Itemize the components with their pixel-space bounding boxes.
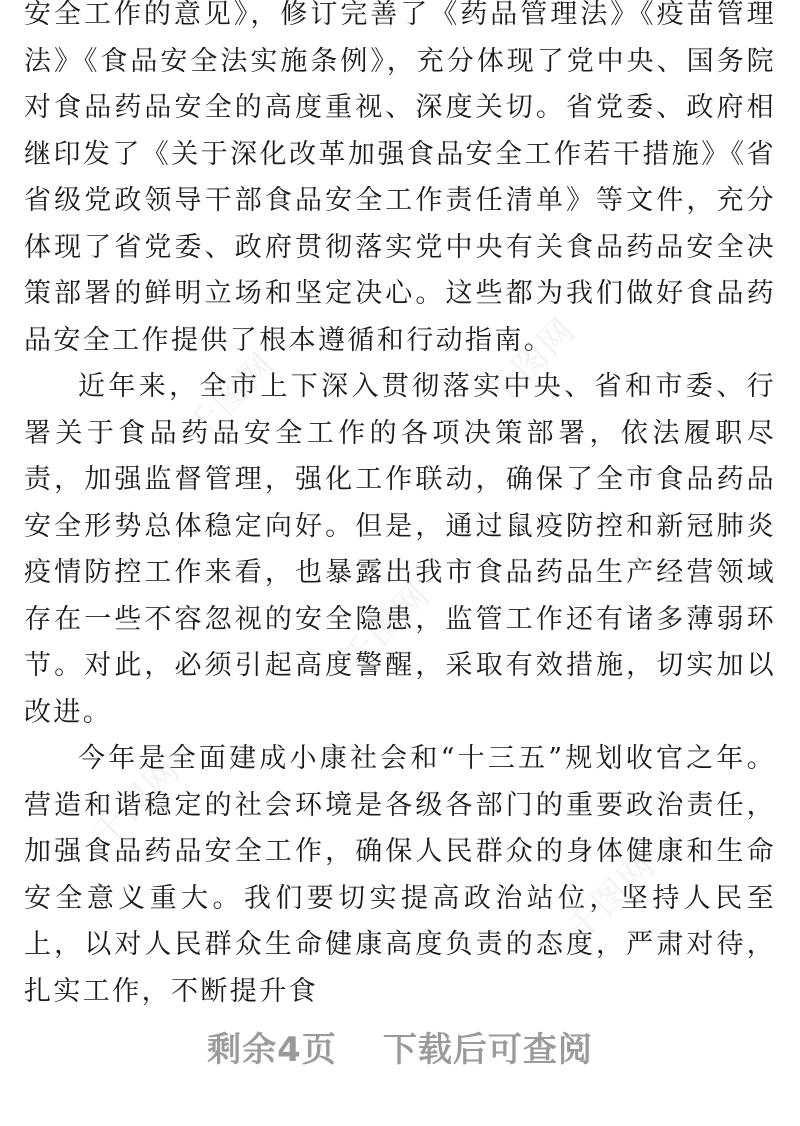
remaining-pages-label: 剩余4页	[207, 1030, 337, 1070]
paragraph-2: 近年来，全市上下深入贯彻落实中央、省和市委、行署关于食品药品安全工作的各项决策部署，依法履职尽责，加强监督管理，强化工作联动，确保了全市食品药品安全形势总体稳定向好。但是，通过鼠疫防控和新冠肺炎疫情防控工作来看，也暴露出我市食品药品生产经营领域存在一些不容忽视的安全隐患，监管工作还有诸多薄弱环节。对此，必须引起高度警醒，采取有效措施，切实加以改进。	[24, 371, 776, 728]
document-body	[24, 0, 776, 1015]
paragraph-1: 安全工作的意见》，修订完善了《药品管理法》《疫苗管理法》《食品安全法实施条例》，充分体现了党中央、国务院对食品药品安全的高度重视、深度关切。省党委、政府相继印发了《关于深化改革加强食品安全工作若干措施》《省省级党政领导干部食品安全工作责任清单》等文件，充分体现了省党委、政府贯彻落实党中央有关食品药品安全决策部署的鲜明立场和坚定决心。这些都为我们做好食品药品安全工作提供了根本遵循和行动指南。	[24, 0, 776, 356]
download-hint-label: 下载后可查阅	[382, 1030, 593, 1070]
download-prompt-banner[interactable]	[0, 1022, 800, 1071]
watermark: 千图网	[559, 844, 664, 950]
watermark: 千图网	[179, 344, 284, 450]
watermark: 千图网	[84, 749, 189, 855]
watermark: 千图网	[334, 574, 439, 680]
paragraph-3: 今年是全面建成小康社会和“十三五”规划收官之年。营造和谐稳定的社会环境是各级各部门的重要政治责任，加强食品药品安全工作，确保人民群众的身体健康和生命安全意义重大。我们要切实提高政治站位，坚持人民至上，以对人民群众生命健康高度负责的态度，严肃对待，扎实工作，不断提升食	[24, 743, 776, 1007]
watermark: 千图网	[479, 309, 584, 415]
